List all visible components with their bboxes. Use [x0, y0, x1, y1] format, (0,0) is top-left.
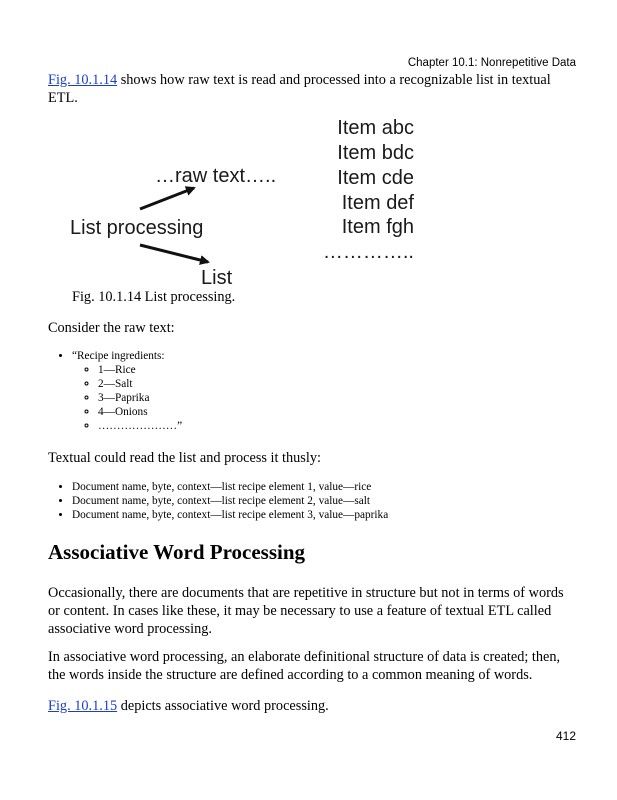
arrow-up [140, 188, 194, 209]
list-item: ◦ …………………” [98, 419, 182, 433]
recipe-list [58, 349, 182, 433]
recipe-sublist [72, 363, 182, 433]
item-3: Item def [341, 192, 414, 214]
list-item: • Document name, byte, context—list recipe element 3, value—paprika [72, 508, 388, 522]
list-item: ◦ 2—Salt [98, 377, 182, 391]
figure-caption: Fig. 10.1.14 List processing. [72, 289, 236, 305]
figure-list-processing [48, 112, 578, 290]
item-list [323, 117, 415, 263]
paragraph-2: In associative word processing, an elaborate definitional structure of data is created; then, the words inside the structure are defined according to a common meaning of words. [48, 649, 561, 683]
item-2: Item cde [337, 167, 414, 189]
intro-text: shows how raw text is read and processed into a recognizable list in textual ETL. [48, 72, 551, 106]
process-label: List processing [70, 217, 204, 239]
list-item: ◦ 3—Paprika [98, 391, 182, 405]
fig-10-1-15-link[interactable]: Fig. 10.1.15 [48, 698, 118, 714]
textual-paragraph: Textual could read the list and process it thusly: [48, 450, 321, 466]
figure-diagram [48, 112, 578, 290]
item-0: Item abc [337, 117, 414, 139]
output-list [58, 480, 388, 522]
item-ellipsis: ………….. [322, 241, 414, 263]
closing-text: depicts associative word processing. [117, 698, 329, 714]
intro-paragraph [48, 71, 578, 107]
raw-text-label: …raw text….. [155, 165, 277, 187]
recipe-lead: “Recipe ingredients: [72, 350, 165, 362]
closing-paragraph [48, 697, 578, 715]
list-label: List [201, 267, 233, 289]
list-item: ◦ 4—Onions [98, 405, 182, 419]
list-item: ◦ 1—Rice [98, 363, 182, 377]
paragraph-1: Occasionally, there are documents that are repetitive in structure but not in terms of words or content. In cases like these, it may be necessary to use a feature of textual ETL called associative word processing. [48, 585, 564, 637]
arrow-down [140, 245, 208, 262]
list-item: • Document name, byte, context—list recipe element 1, value—rice [72, 480, 388, 494]
section-heading: Associative Word Processing [48, 540, 306, 564]
consider-paragraph: Consider the raw text: [48, 320, 175, 336]
fig-10-1-14-link[interactable]: Fig. 10.1.14 [48, 72, 118, 88]
list-item: • Document name, byte, context—list recipe element 2, value—salt [72, 494, 388, 508]
item-1: Item bdc [337, 142, 414, 164]
list-item [72, 349, 182, 433]
running-head: Chapter 10.1: Nonrepetitive Data [407, 57, 576, 69]
page-number: 412 [555, 729, 576, 743]
item-4: Item fgh [341, 216, 414, 238]
